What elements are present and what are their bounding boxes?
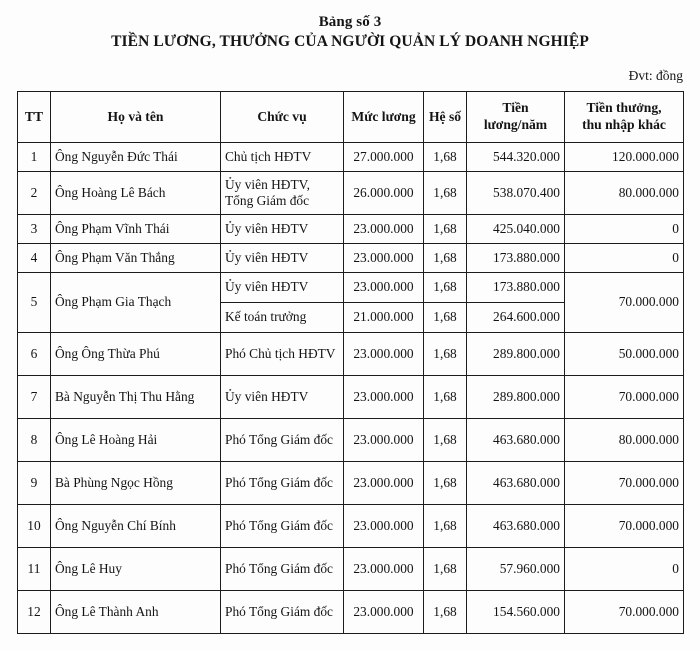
cell-position: Phó Chủ tịch HĐTV [221, 332, 344, 375]
cell-coefficient: 1,68 [424, 590, 467, 633]
cell-position: Chủ tịch HĐTV [221, 142, 344, 171]
table-number-title: Bảng số 3 [318, 14, 382, 30]
cell-bonus: 70.000.000 [565, 504, 684, 547]
cell-coefficient: 1,68 [424, 302, 467, 332]
cell-position: Kế toán trưởng [221, 302, 344, 332]
cell-coefficient: 1,68 [424, 504, 467, 547]
cell-name: Ông Phạm Vĩnh Thái [51, 214, 221, 243]
column-header-annual-salary-line1: Tiền [502, 100, 529, 116]
cell-tt: 8 [18, 418, 51, 461]
cell-tt: 4 [18, 243, 51, 272]
salary-table [17, 91, 684, 634]
cell-position: Phó Tổng Giám đốc [221, 504, 344, 547]
page-title: TIỀN LƯƠNG, THƯỞNG CỦA NGƯỜI QUẢN LÝ DOANH NGHIỆP [111, 32, 589, 50]
cell-position: Ủy viên HĐTV [221, 214, 344, 243]
cell-annual-salary: 463.680.000 [467, 418, 565, 461]
cell-coefficient: 1,68 [424, 272, 467, 302]
column-header-position: Chức vụ [221, 91, 344, 142]
currency-unit-note: Đvt: đồng [628, 67, 683, 83]
cell-salary-rate: 23.000.000 [344, 375, 424, 418]
cell-tt: 5 [18, 272, 51, 332]
table-row [18, 332, 684, 375]
cell-bonus: 70.000.000 [565, 375, 684, 418]
cell-coefficient: 1,68 [424, 461, 467, 504]
table-row [18, 171, 684, 214]
cell-annual-salary: 289.800.000 [467, 332, 565, 375]
table-header-row [18, 91, 684, 142]
cell-position: Phó Tổng Giám đốc [221, 590, 344, 633]
cell-tt: 12 [18, 590, 51, 633]
column-header-bonus-line2: thu nhập khác [582, 116, 666, 132]
cell-coefficient: 1,68 [424, 214, 467, 243]
table-row [18, 461, 684, 504]
cell-name: Bà Phùng Ngọc Hồng [51, 461, 221, 504]
cell-name: Ông Lê Hoàng Hải [51, 418, 221, 461]
cell-name: Ông Nguyễn Chí Bính [51, 504, 221, 547]
cell-annual-salary: 425.040.000 [467, 214, 565, 243]
cell-salary-rate: 23.000.000 [344, 243, 424, 272]
cell-bonus: 70.000.000 [565, 590, 684, 633]
cell-coefficient: 1,68 [424, 171, 467, 214]
cell-bonus: 0 [565, 214, 684, 243]
cell-tt: 3 [18, 214, 51, 243]
table-container [0, 91, 700, 634]
cell-coefficient: 1,68 [424, 418, 467, 461]
cell-annual-salary: 154.560.000 [467, 590, 565, 633]
cell-salary-rate: 21.000.000 [344, 302, 424, 332]
cell-tt: 9 [18, 461, 51, 504]
cell-tt: 7 [18, 375, 51, 418]
document-header [0, 0, 700, 52]
cell-salary-rate: 27.000.000 [344, 142, 424, 171]
cell-name: Ông Lê Huy [51, 547, 221, 590]
cell-position: Ủy viên HĐTV [221, 243, 344, 272]
cell-salary-rate: 23.000.000 [344, 418, 424, 461]
cell-coefficient: 1,68 [424, 332, 467, 375]
cell-tt: 1 [18, 142, 51, 171]
cell-salary-rate: 23.000.000 [344, 547, 424, 590]
cell-name: Ông Hoàng Lê Bách [51, 171, 221, 214]
column-header-tt: TT [18, 91, 51, 142]
cell-position: Phó Tổng Giám đốc [221, 547, 344, 590]
cell-annual-salary: 538.070.400 [467, 171, 565, 214]
cell-annual-salary: 57.960.000 [467, 547, 565, 590]
column-header-name: Họ và tên [51, 91, 221, 142]
cell-position: Phó Tổng Giám đốc [221, 418, 344, 461]
column-header-bonus-line1: Tiền thưởng, [586, 100, 662, 116]
cell-name: Bà Nguyễn Thị Thu Hằng [51, 375, 221, 418]
cell-name: Ông Phạm Gia Thạch [51, 272, 221, 332]
cell-bonus: 0 [565, 547, 684, 590]
cell-annual-salary: 173.880.000 [467, 272, 565, 302]
cell-bonus: 120.000.000 [565, 142, 684, 171]
cell-annual-salary: 544.320.000 [467, 142, 565, 171]
table-row [18, 243, 684, 272]
column-header-annual-salary-line2: lương/năm [483, 116, 548, 132]
column-header-coefficient: Hệ số [424, 91, 467, 142]
cell-position: Phó Tổng Giám đốc [221, 461, 344, 504]
cell-bonus: 80.000.000 [565, 171, 684, 214]
cell-tt: 11 [18, 547, 51, 590]
cell-salary-rate: 23.000.000 [344, 504, 424, 547]
column-header-bonus [565, 91, 684, 142]
cell-bonus: 70.000.000 [565, 461, 684, 504]
table-row [18, 272, 684, 302]
table-body [18, 142, 684, 633]
cell-coefficient: 1,68 [424, 375, 467, 418]
cell-bonus: 70.000.000 [565, 272, 684, 332]
cell-salary-rate: 23.000.000 [344, 590, 424, 633]
cell-coefficient: 1,68 [424, 142, 467, 171]
table-row [18, 214, 684, 243]
cell-position: Ủy viên HĐTV [221, 375, 344, 418]
cell-position: Ủy viên HĐTV [221, 272, 344, 302]
table-row [18, 504, 684, 547]
table-row [18, 375, 684, 418]
cell-bonus: 80.000.000 [565, 418, 684, 461]
table-row [18, 547, 684, 590]
cell-salary-rate: 26.000.000 [344, 171, 424, 214]
cell-bonus: 50.000.000 [565, 332, 684, 375]
cell-salary-rate: 23.000.000 [344, 214, 424, 243]
cell-bonus: 0 [565, 243, 684, 272]
table-row [18, 142, 684, 171]
cell-tt: 10 [18, 504, 51, 547]
table-header [18, 91, 684, 142]
cell-name: Ông Lê Thành Anh [51, 590, 221, 633]
cell-name: Ông Phạm Văn Thắng [51, 243, 221, 272]
cell-coefficient: 1,68 [424, 243, 467, 272]
table-row [18, 418, 684, 461]
column-header-salary-rate: Mức lương [344, 91, 424, 142]
cell-position: Ủy viên HĐTV, Tổng Giám đốc [221, 171, 344, 214]
cell-salary-rate: 23.000.000 [344, 332, 424, 375]
table-row [18, 590, 684, 633]
cell-salary-rate: 23.000.000 [344, 461, 424, 504]
cell-annual-salary: 264.600.000 [467, 302, 565, 332]
cell-name: Ông Nguyễn Đức Thái [51, 142, 221, 171]
cell-salary-rate: 23.000.000 [344, 272, 424, 302]
cell-tt: 2 [18, 171, 51, 214]
column-header-annual-salary [467, 91, 565, 142]
cell-annual-salary: 289.800.000 [467, 375, 565, 418]
cell-coefficient: 1,68 [424, 547, 467, 590]
cell-annual-salary: 173.880.000 [467, 243, 565, 272]
cell-name: Ông Ông Thừa Phú [51, 332, 221, 375]
cell-tt: 6 [18, 332, 51, 375]
cell-annual-salary: 463.680.000 [467, 461, 565, 504]
cell-annual-salary: 463.680.000 [467, 504, 565, 547]
